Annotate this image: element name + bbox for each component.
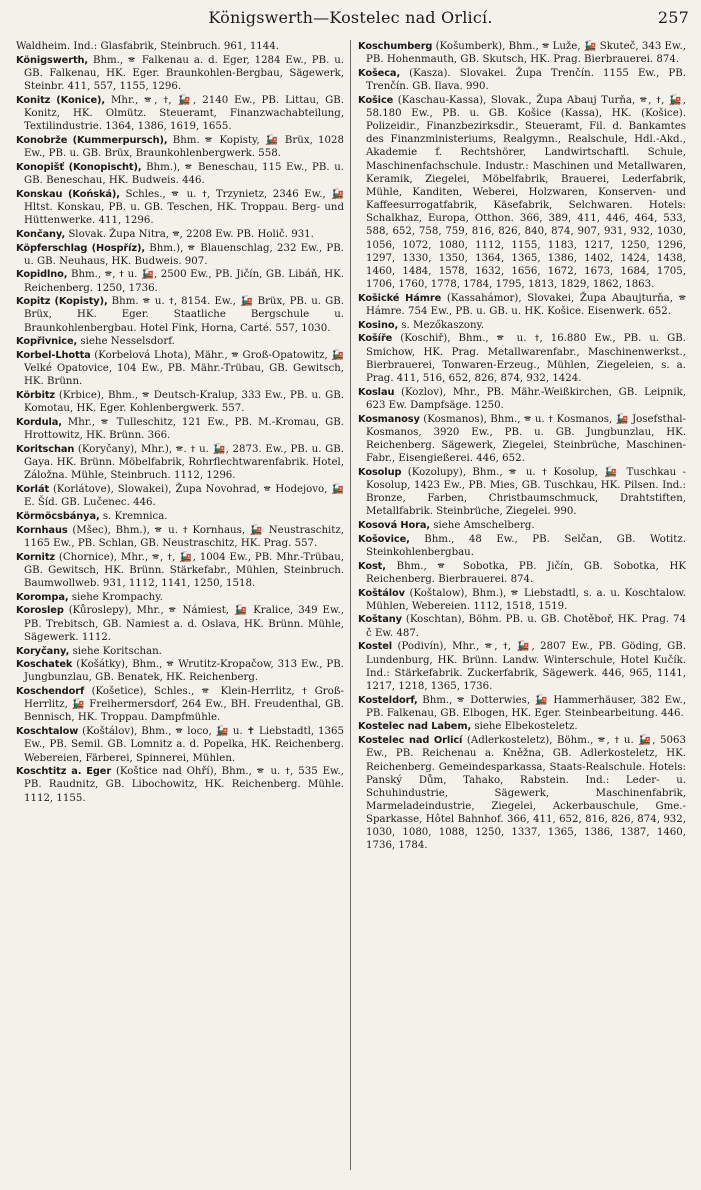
directory-entry bbox=[358, 94, 686, 291]
entry-headword: Kosteldorf, bbox=[358, 694, 418, 706]
entry-headword: Košické Hámre bbox=[358, 292, 442, 304]
entry-headword: Koschendorf bbox=[16, 686, 85, 698]
directory-entry bbox=[16, 765, 344, 804]
entry-headword: Kostelec nad Orlicí bbox=[358, 735, 463, 747]
entry-headword: Koslau bbox=[358, 386, 395, 398]
running-title: Königswerth—Kostelec nad Orlicí. bbox=[208, 8, 493, 27]
entry-headword: Kornhaus bbox=[16, 524, 68, 536]
directory-entry bbox=[16, 443, 344, 482]
entry-headword: Konitz (Konice), bbox=[16, 94, 106, 106]
entry-text: (Koštice nad Ohří), Bhm., 🕿 u. ✝, 535 Ew., PB. Raudnitz, GB. Libochowitz, HK. Reichenberg. Mühle. 1112, 1155. bbox=[24, 766, 344, 804]
directory-entry bbox=[358, 613, 686, 639]
directory-entry bbox=[16, 725, 344, 764]
directory-entry bbox=[358, 292, 686, 318]
directory-entry bbox=[358, 587, 686, 613]
entry-headword: Königswerth, bbox=[16, 54, 89, 66]
entry-headword: Koschtalow bbox=[16, 726, 79, 738]
entry-headword: Koryčany, bbox=[16, 645, 70, 657]
entry-headword: Kosino, bbox=[358, 319, 399, 331]
directory-entry bbox=[16, 242, 344, 268]
entry-text: Schles., 🕿 u. ✝, Trzynietz, 2346 Ew., 🚂 Hltst. Konskau, PB. u. GB. Teschen, HK. Troppau. Berg- und Hüttenwerke. 411, 1296. bbox=[24, 188, 344, 226]
entry-headword: Koroslep bbox=[16, 605, 64, 617]
entry-text: Bhm.), 🕿 Beneschau, 115 Ew., PB. u. GB. Beneschau, HK. Budweis. 446. bbox=[24, 161, 344, 186]
directory-entry bbox=[16, 228, 344, 241]
directory-entry bbox=[358, 720, 686, 733]
entry-headword: Košice bbox=[358, 94, 394, 106]
entry-text: (Kasza). Slovakei. Župa Trenčín. 1155 Ew., PB. Trenčín. GB. Ilava. 990. bbox=[366, 67, 686, 93]
entry-headword: Kost, bbox=[358, 560, 386, 572]
entry-text: (Korbelová Lhota), Mähr., 🕿 Groß-Opatowitz, 🚂 Velké Opatovice, 104 Ew., PB. Mähr.-Trübau, GB. Gewitsch, HK. Brünn. bbox=[24, 350, 344, 388]
entry-headword: Konopišť (Konopischt), bbox=[16, 161, 142, 173]
entry-headword: Kosolup bbox=[358, 466, 402, 478]
entry-text: (Korlátove), Slowakei), Župa Novohrad, 🕿 Hodejovo, 🚂 E. Šíd. GB. Lučenec. 446. bbox=[24, 484, 344, 509]
directory-entry bbox=[16, 658, 344, 684]
entry-text: s. Mezőkaszony. bbox=[401, 319, 485, 331]
entry-text: siehe Koritschan. bbox=[72, 645, 162, 657]
entry-text: Mhr., 🕿 Tulleschitz, 121 Ew., PB. M.-Kromau, GB. Hrottowitz, HK. Brünn. 366. bbox=[24, 417, 344, 442]
directory-entry bbox=[16, 295, 344, 334]
entry-text: Bhm., 🕿, ✝ u. 🚂, 2500 Ew., PB. Jičín, GB. Libáň, HK. Reichenberg. 1250, 1736. bbox=[24, 269, 344, 294]
directory-entry bbox=[358, 40, 686, 66]
page-number: 257 bbox=[657, 8, 689, 27]
entry-headword: Kostelec nad Labem, bbox=[358, 721, 472, 733]
entry-text: (Kosmanos), Bhm., 🕿 u. ✝ Kosmanos, 🚂 Josefsthal-Kosmanos, 3920 Ew., PB. u. GB. Jungbunzlau, HK. Reichenberg. Sägewerk, Ziegelei, Steinbrüche, Maschinen-Fabr., Eisengießerei. 446, 652. bbox=[366, 413, 686, 464]
entry-headword: Koštálov bbox=[358, 587, 405, 599]
entry-headword: Konobrže (Kummerpursch), bbox=[16, 134, 168, 146]
entry-headword: Kosmanosy bbox=[358, 413, 420, 425]
directory-entry bbox=[358, 386, 686, 412]
directory-entry bbox=[16, 645, 344, 658]
entry-text: Bhm.), 🕿 Blauenschlag, 232 Ew., PB. u. GB. Neuhaus, HK. Budweis. 907. bbox=[24, 242, 344, 267]
directory-entry bbox=[16, 40, 344, 53]
entry-text: (Koštalow), Bhm.), 🕿 Liebstadtl, s. a. u. Koschtalow. Mühlen, Webereien. 1112, 1518, 1519. bbox=[366, 587, 686, 612]
directory-entry bbox=[16, 134, 344, 160]
entry-text: (Kassahámor), Slovakei, Župa Abaujturňa, 🕿 Hámre. 754 Ew., PB. u. GB. u. HK. Košice. Eisenwerk. 652. bbox=[366, 292, 686, 317]
entry-text: Bhm. 🕿 Kopisty, 🚂 Brüx, 1028 Ew., PB. u. GB. Brüx, Braunkohlenbergwerk. 558. bbox=[24, 134, 344, 160]
entry-text: (Kozlov), Mhr., PB. Mähr.-Weißkirchen, GB. Leipnik, 623 Ew. Dampfsäge. 1250. bbox=[366, 386, 686, 411]
entry-text: (Adlerkosteletz), Böhm., 🕿, ✝ u. 🚂, 5063 Ew., PB. Reichenau a. Kněžna, GB. Adlerkosteletz, HK. Reichenberg. Gemeindesparkassa, Staats-Realschule. Hotels: Panský Dům, Tahako, Rabstein. Ind.: Leder- u. Schuhindustrie, Sägewerk, Maschinenfabrik, Marmeladeindustrie, Ziegelei, Ackerbauschule, Gme.-Sparkasse, Hôtel Bahnhof. 366, 411, 652, 816, 826, 874, 932, 1030, 1080, 1088, 1250, 1337, 1365, 1386, 1387, 1460, 1736, 1784. bbox=[366, 735, 686, 852]
entry-headword: Kosová Hora, bbox=[358, 519, 431, 531]
directory-entry bbox=[16, 685, 344, 724]
entry-text: siehe Elbekosteletz. bbox=[474, 721, 578, 733]
directory-entry bbox=[358, 67, 686, 93]
entry-headword: Kopřivnice, bbox=[16, 336, 78, 348]
entry-text: Bhm., 🕿 Dotterwies, 🚂 Hammerhäuser, 382 Ew., PB. Falkenau, GB. Elbogen, HK. Eger. Steinbearbeitung. 446. bbox=[366, 694, 686, 719]
directory-entry bbox=[358, 640, 686, 693]
entry-text: s. Kremnica. bbox=[102, 510, 168, 522]
entry-headword: Košeca, bbox=[358, 67, 401, 79]
entry-headword: Köpferschlag (Hospříz), bbox=[16, 242, 145, 254]
entry-headword: Körmöcsbánya, bbox=[16, 510, 100, 522]
entry-headword: Koschtitz a. Eger bbox=[16, 766, 112, 778]
directory-entry bbox=[16, 510, 344, 523]
entry-text: Waldheim. Ind.: Glasfabrik, Steinbruch. 961, 1144. bbox=[16, 41, 279, 52]
entry-text: Bhm., 🕿 Falkenau a. d. Eger, 1284 Ew., PB. u. GB. Falkenau, HK. Eger. Braunkohlen-Bergbau, Sägewerk, Steinbr. 411, 557, 1155, 1296. bbox=[24, 54, 344, 93]
entry-headword: Koritschan bbox=[16, 444, 75, 455]
directory-entry bbox=[358, 734, 686, 852]
entry-text: Bhm. 🕿 u. ✝, 8154. Ew., 🚂 Brüx, PB. u. GB. Brüx, HK. Eger. Staatliche Bergschule u. Braunkohlenbergbau. Hotel Fink, Horna, Carté. 557, 1030. bbox=[24, 296, 344, 334]
entry-headword: Koštany bbox=[358, 614, 402, 626]
entry-headword: Košíře bbox=[358, 333, 393, 345]
directory-entry bbox=[16, 483, 344, 509]
entry-headword: Korompa, bbox=[16, 591, 69, 603]
entry-headword: Koschatek bbox=[16, 659, 73, 671]
right-column bbox=[358, 40, 686, 1180]
entry-text: (Koschtan), Böhm. PB. u. GB. Chotěboř, HK. Prag. 74 č Ew. 487. bbox=[366, 614, 686, 639]
directory-entry bbox=[16, 335, 344, 348]
directory-entry bbox=[16, 551, 344, 590]
directory-entry bbox=[16, 604, 344, 643]
left-column bbox=[16, 40, 344, 1180]
entry-text: (Koštálov), Bhm., 🕿 loco, 🚂 u. ✝ Liebstadtl, 1365 Ew., PB. Semil. GB. Lomnitz a. d. Popelka, HK. Reichenberg. Webereien, Färberei, Spinnerei, Mühlen. bbox=[24, 726, 344, 764]
entry-text: (Kůroslepy), Mhr., 🕿 Námiest, 🚂 Kralice, 349 Ew., PB. Trebitsch, GB. Namiest a. d. Oslava, HK. Brünn. Mühle, Sägewerk. 1112. bbox=[24, 605, 344, 643]
entry-headword: Koschumberg bbox=[358, 41, 433, 52]
entry-text: Mhr., 🕿, ✝, 🚂, 2140 Ew., PB. Littau, GB. Konitz, HK. Olmütz. Steueramt, Finanzwachabteilung, Textilindustrie. 1364, 1386, 1619, 1655. bbox=[24, 94, 344, 133]
entry-text: (Košetice), Schles., 🕿 Klein-Herrlitz, ✝ Groß-Herrlitz, 🚂 Freihermersdorf, 264 Ew., BH. Freudenthal, GB. Bennisch, HK. Troppau. Dampfmühle. bbox=[24, 686, 344, 724]
column-divider bbox=[350, 40, 351, 1170]
entry-text: (Koryčany), Mhr.), 🕿. ✝ u. 🚂, 2873. Ew., PB. u. GB. Gaya. HK. Brünn. Möbelfabrik, Rohrflechtwarenfabrik. Hotel, Záložna. Mühle, Steinbruch. 1112, 1296. bbox=[24, 444, 344, 482]
entry-text: (Chornice), Mhr., 🕿, ✝, 🚂, 1004 Ew., PB. Mhr.-Trübau, GB. Gewitsch, HK. Brünn. Stärkefabr., Mühlen, Steinbruch. Baumwollweb. 931, 1112, 1141, 1250, 1518. bbox=[24, 551, 344, 589]
entry-text: (Podivín), Mhr., 🕿, ✝, 🚂, 2807 Ew., PB. Göding, GB. Lundenburg, HK. Brünn. Landw. Winterschule, Hotel Kučík. Ind.: Stärkefabrik. Zuckerfabrik, Sägewerk. 446, 965, 1141, 1217, 1218, 1365, 1736. bbox=[366, 641, 686, 692]
entry-text: (Kaschau-Kassa), Slovak., Župa Abauj Turňa, 🕿, ✝, 🚂, 58.180 Ew., PB. u. GB. Košice (Kassa), HK. (Košice). Polizeidir., Finanzbezirksdir., Steueramt, Fil. d. Bankamtes des Finanzministeriums, Realgymn., Realschule, Hdl.-Akd., Akademie f. Rechtshörer, Landwirtschaftl. Schule, Maschinenfachschule. Industr.: Maschinen und Metallwaren, Keramik, Ziegelei, Möbelfabrik, Brauerei, Lederfabrik, Mühle, Kanditen, Weberei, Holzwaren, Konserven- und Kaffeesurrogatfabrik, Käsefabrik, Selchwaren. Hotels: Schalkhaz, Europa, Otthon. 366, 389, 411, 446, 464, 533, 588, 652, 758, 759, 816, 826, 840, 874, 907, 931, 932, 1030, 1056, 1072, 1080, 1112, 1155, 1183, 1217, 1250, 1296, 1297, 1330, 1350, 1364, 1365, 1386, 1402, 1424, 1438, 1460, 1484, 1578, 1632, 1656, 1672, 1673, 1684, 1705, 1706, 1760, 1778, 1784, 1795, 1813, 1829, 1862, 1863. bbox=[366, 94, 686, 290]
entry-headword: Kopitz (Kopisty), bbox=[16, 296, 108, 308]
entry-headword: Košovice, bbox=[358, 533, 410, 545]
entry-headword: Kordula, bbox=[16, 417, 62, 429]
directory-entry bbox=[358, 519, 686, 532]
directory-entry bbox=[16, 524, 344, 550]
entry-text: siehe Krompachy. bbox=[71, 591, 163, 603]
entry-text: (Košátky), Bhm., 🕿 Wrutitz-Kropačow, 313 Ew., PB. Jungbunzlau, GB. Benatek, HK. Reichenberg. bbox=[24, 659, 344, 684]
directory-entry bbox=[16, 591, 344, 604]
entry-text: (Kozolupy), Bhm., 🕿 u. ✝ Kosolup, 🚂 Tuschkau - Kosolup, 1423 Ew., PB. Mies, GB. Tuschkau, HK. Pilsen. Ind.: Bronze, Farben, Christbaumschmuck, Drahtstiften, Metallfabrik. Steinbrüche, Ziegelei. 990. bbox=[366, 466, 686, 518]
entry-text: Bhm., 48 Ew., PB. Selčan, GB. Wotitz. Steinkohlenbergbau. bbox=[366, 533, 686, 558]
page-header bbox=[0, 4, 701, 30]
entry-headword: Korlát bbox=[16, 484, 50, 496]
entry-headword: Kornitz bbox=[16, 551, 55, 563]
entry-text: Bhm., 🕿 Sobotka, PB. Jičín, GB. Sobotka, HK Reichenberg. Bierbrauerei. 874. bbox=[366, 560, 686, 585]
entry-text: (Koschiř), Bhm., 🕿 u. ✝, 16.880 Ew., PB. u. GB. Smichow, HK. Prag. Metallwarenfabr., Maschinenwerkst., Bierbrauerei, Tonwaren-Erzeug., Mühlen, Ziegeleien, s. a. Prag. 411, 516, 652, 826, 874, 932, 1424. bbox=[366, 333, 686, 384]
directory-entry bbox=[16, 161, 344, 187]
entry-text: (Mšec), Bhm.), 🕿 u. ✝ Kornhaus, 🚂 Neustraschitz, 1165 Ew., PB. Schlan, GB. Neustraschitz, HK. Prag. 557. bbox=[24, 524, 344, 549]
directory-entry bbox=[16, 94, 344, 133]
entry-text: siehe Amschelberg. bbox=[433, 519, 535, 531]
entry-headword: Konskau (Końská), bbox=[16, 188, 120, 200]
entry-headword: Kopidlno, bbox=[16, 269, 68, 281]
directory-entry bbox=[358, 319, 686, 332]
directory-entry bbox=[358, 533, 686, 559]
directory-entry bbox=[358, 466, 686, 519]
entry-headword: Končany, bbox=[16, 228, 66, 240]
directory-entry bbox=[358, 694, 686, 720]
directory-entry bbox=[16, 389, 344, 415]
directory-entry bbox=[16, 188, 344, 227]
entry-text: Slovak. Župa Nitra, 🕿, 2208 Ew. PB. Holič. 931. bbox=[68, 228, 314, 240]
entry-text: siehe Nesselsdorf. bbox=[80, 336, 175, 348]
entry-headword: Kostel bbox=[358, 641, 393, 653]
entry-headword: Korbel-Lhotta bbox=[16, 350, 91, 362]
directory-entry bbox=[16, 349, 344, 388]
directory-entry bbox=[16, 54, 344, 93]
directory-entry bbox=[358, 413, 686, 466]
directory-entry bbox=[16, 416, 344, 442]
directory-entry bbox=[16, 268, 344, 294]
directory-entry bbox=[358, 332, 686, 385]
entry-headword: Körbitz bbox=[16, 390, 56, 402]
entry-text: (Krbice), Bhm., 🕿 Deutsch-Kralup, 333 Ew., PB. u. GB. Komotau, HK. Eger. Kohlenbergwerk. 557. bbox=[24, 390, 344, 415]
directory-entry bbox=[358, 560, 686, 586]
entry-text: (Košumberk), Bhm., 🕿 Luže, 🚂 Skuteč, 343 Ew., PB. Hohenmauth, GB. Skutsch, HK. Prag. Bierbrauerei. 874. bbox=[366, 41, 686, 66]
